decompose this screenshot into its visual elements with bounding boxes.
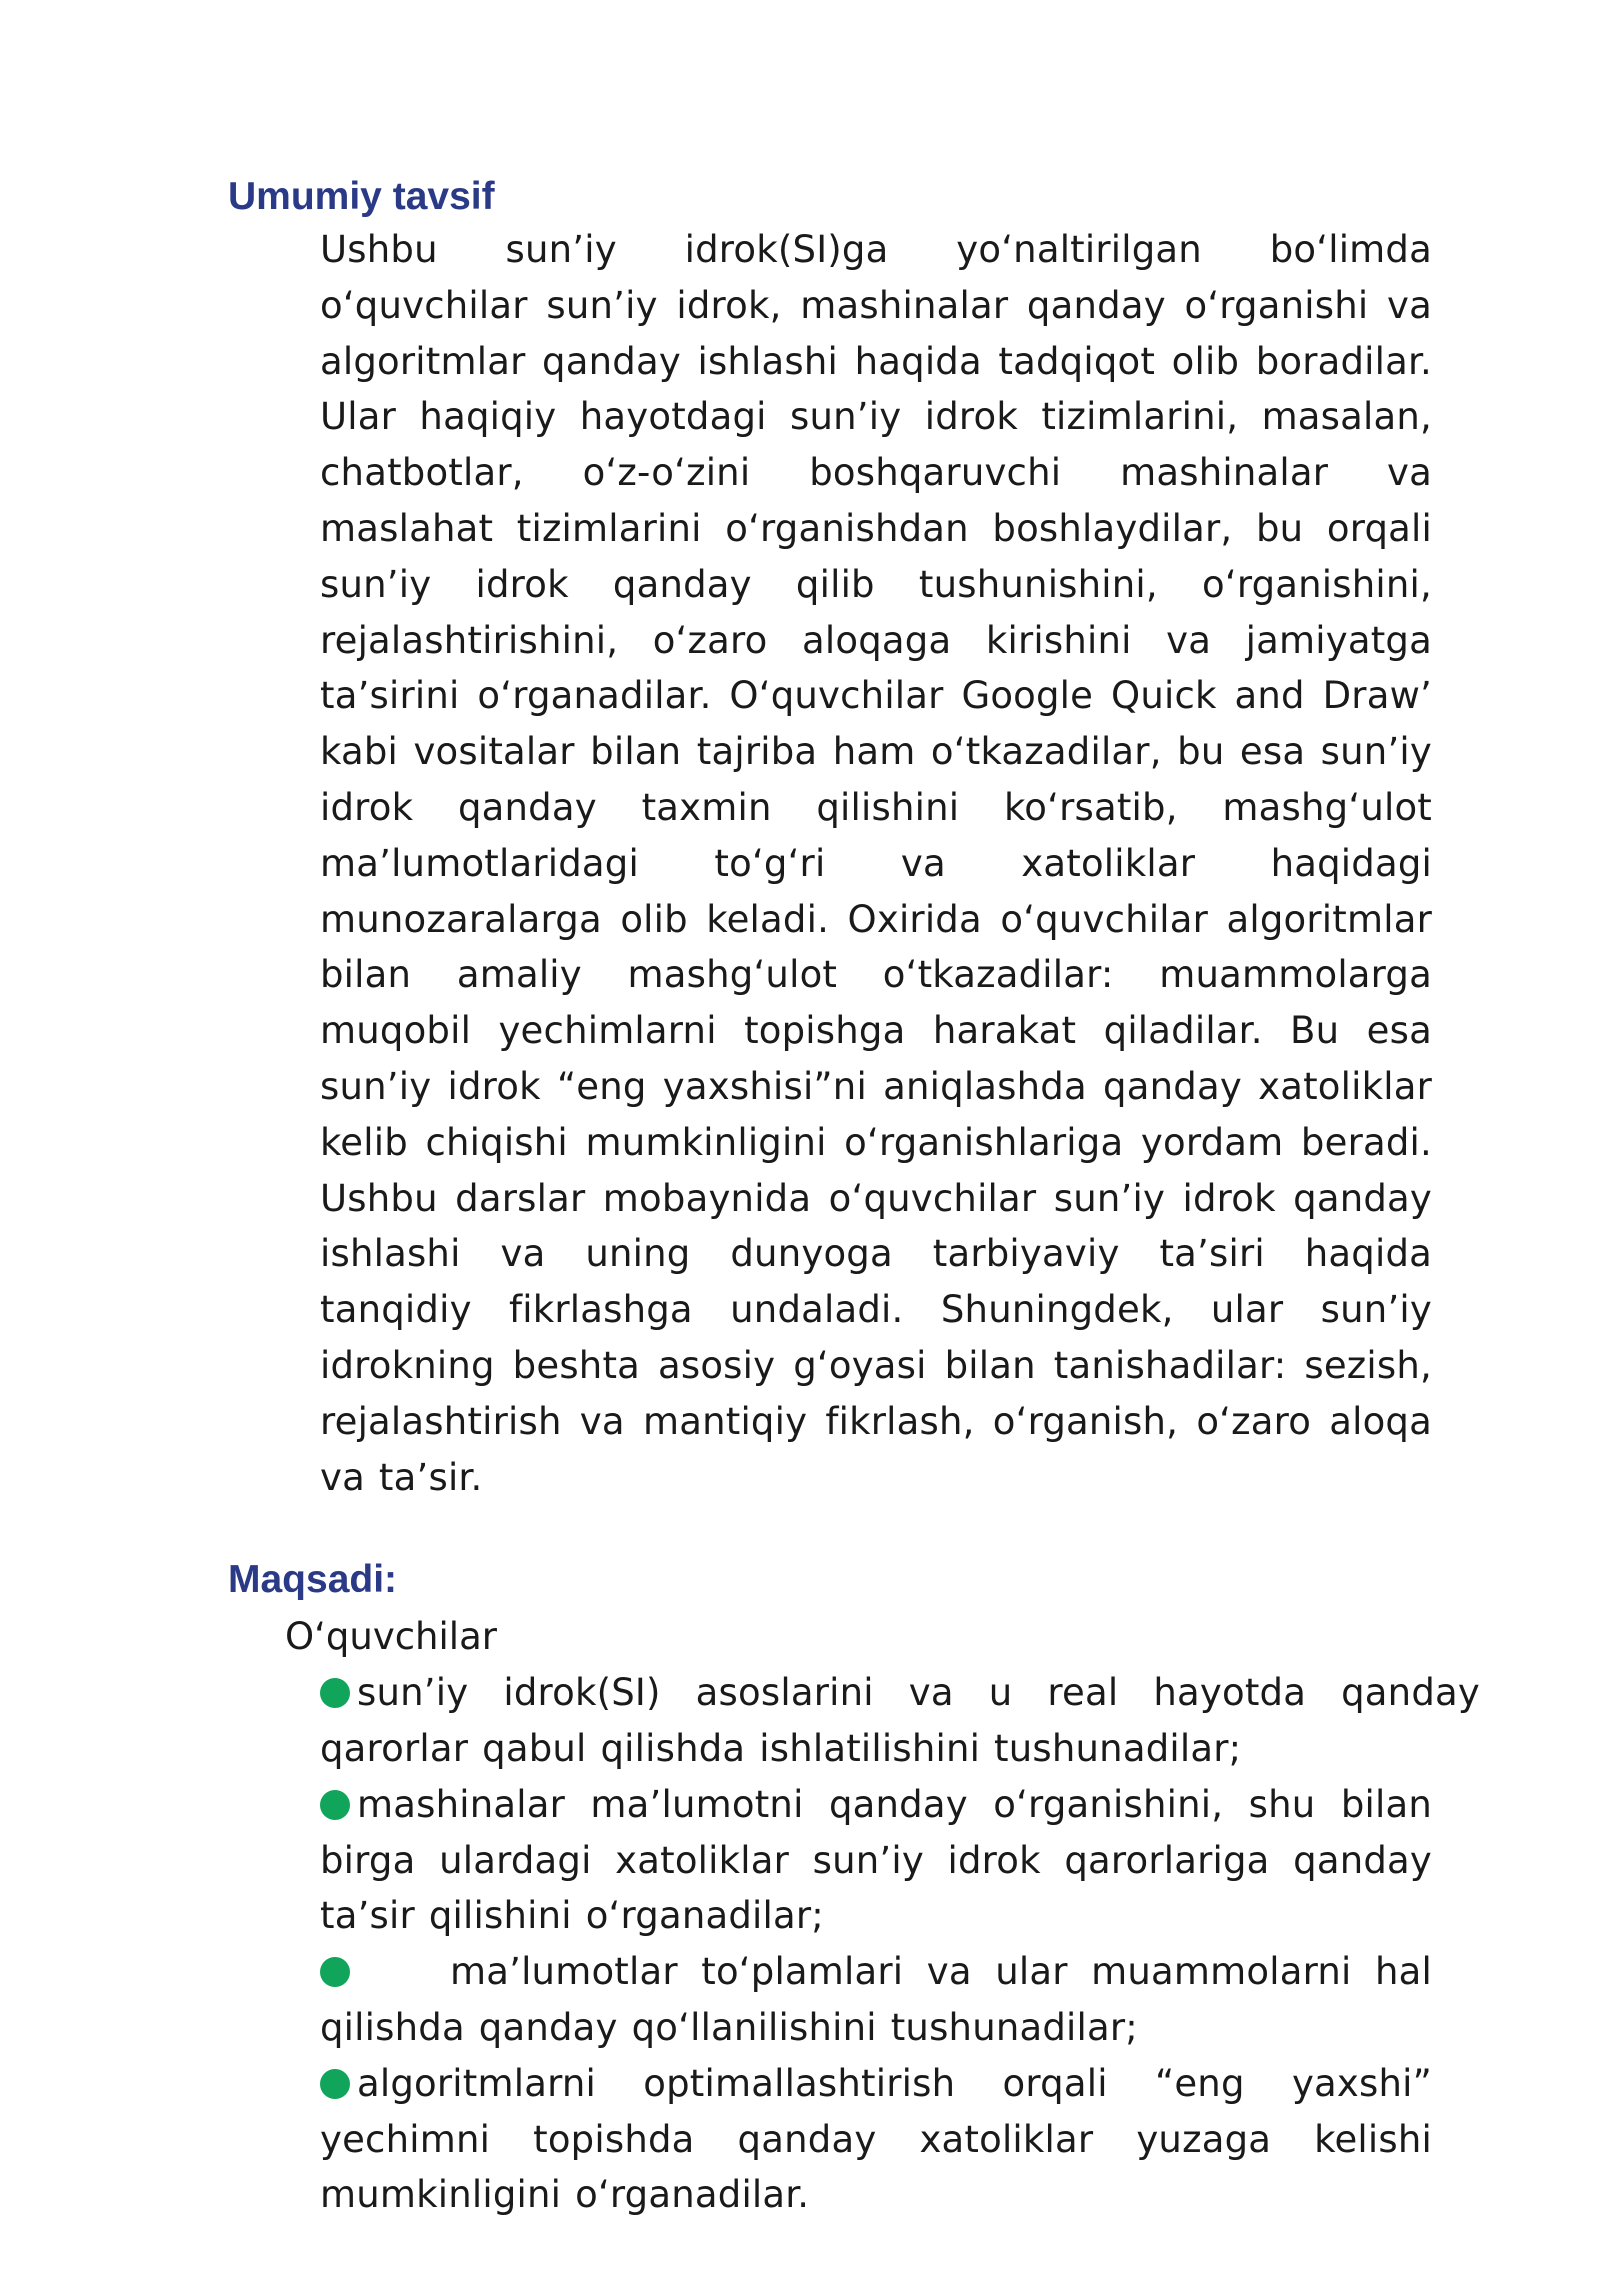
section-heading-goals: Maqsadi: bbox=[228, 1558, 398, 1602]
goal-item-text: mashinalar ma’lumotni qanday o‘rganishini, shu bilan birga ulardagi xatoliklar sun’iy idrok qarorlariga qanday ta’sir qilishini o‘rganadilar; bbox=[320, 1782, 1432, 1938]
goal-item-text: sun’iy idrok(SI) asoslarini va u real hayotda qanday qarorlar qabul qilishda ishlatilishini tushunadilar; bbox=[320, 1671, 1480, 1770]
goal-item-1 bbox=[320, 1665, 1480, 1777]
goal-item-3 bbox=[320, 1944, 1432, 2056]
section-heading-summary: Umumiy tavsif bbox=[228, 175, 495, 218]
goals-list bbox=[320, 1665, 1480, 2223]
goal-item-text: ma’lumotlar to‘plamlari va ular muammolarni hal qilishda qanday qo‘llanilishini tushunadilar; bbox=[320, 1950, 1432, 2049]
goal-item-2 bbox=[320, 1777, 1432, 1944]
goal-item-text: algoritmlarni optimallashtirish orqali “eng yaxshi” yechimni topishda qanday xatoliklar yuzaga kelishi mumkinligini o‘rganadilar. bbox=[320, 2061, 1432, 2217]
goals-intro: O‘quvchilar bbox=[285, 1615, 497, 1659]
green-bullet-icon bbox=[320, 1678, 350, 1708]
green-bullet-icon bbox=[320, 2069, 350, 2099]
green-bullet-icon bbox=[320, 1790, 350, 1820]
green-bullet-icon bbox=[320, 1957, 350, 1987]
document-page bbox=[228, 168, 1480, 2223]
goal-item-4 bbox=[320, 2056, 1432, 2223]
summary-paragraph: Ushbu sun’iy idrok(SI)ga yo‘naltirilgan bo‘limda o‘quvchilar sun’iy idrok, mashinalar qanday o‘rganishi va algoritmlar qanday ishlashi haqida tadqiqot olib boradilar. Ular haqiqiy hayotdagi sun’iy idrok tizimlarini, masalan, chatbotlar, o‘z-o‘zini boshqaruvchi mashinalar va maslahat tizimlarini o‘rganishdan boshlaydilar, bu orqali sun’iy idrok qanday qilib tushunishini, o‘rganishini, rejalashtirishini, o‘zaro aloqaga kirishini va jamiyatga ta’sirini o‘rganadilar. O‘quvchilar Google Quick and Draw’ kabi vositalar bilan tajriba ham o‘tkazadilar, bu esa sun’iy idrok qanday taxmin qilishini ko‘rsatib, mashg‘ulot ma’lumotlaridagi to‘g‘ri va xatoliklar haqidagi munozaralarga olib keladi. Oxirida o‘quvchilar algoritmlar bilan amaliy mashg‘ulot o‘tkazadilar: muammolarga muqobil yechimlarni topishga harakat qiladilar. Bu esa sun’iy idrok “eng yaxshisi”ni aniqlashda qanday xatoliklar kelib chiqishi mumkinligini o‘rganishlariga yordam beradi. Ushbu darslar mobaynida o‘quvchilar sun’iy idrok qanday ishlashi va uning dunyoga tarbiyaviy ta’siri haqida tanqidiy fikrlashga undaladi. Shuningdek, ular sun’iy idrokning beshta asosiy g‘oyasi bilan tanishadilar: sezish, rejalashtirish va mantiqiy fikrlash, o‘rganish, o‘zaro aloqa va ta’sir. bbox=[320, 228, 1432, 1499]
